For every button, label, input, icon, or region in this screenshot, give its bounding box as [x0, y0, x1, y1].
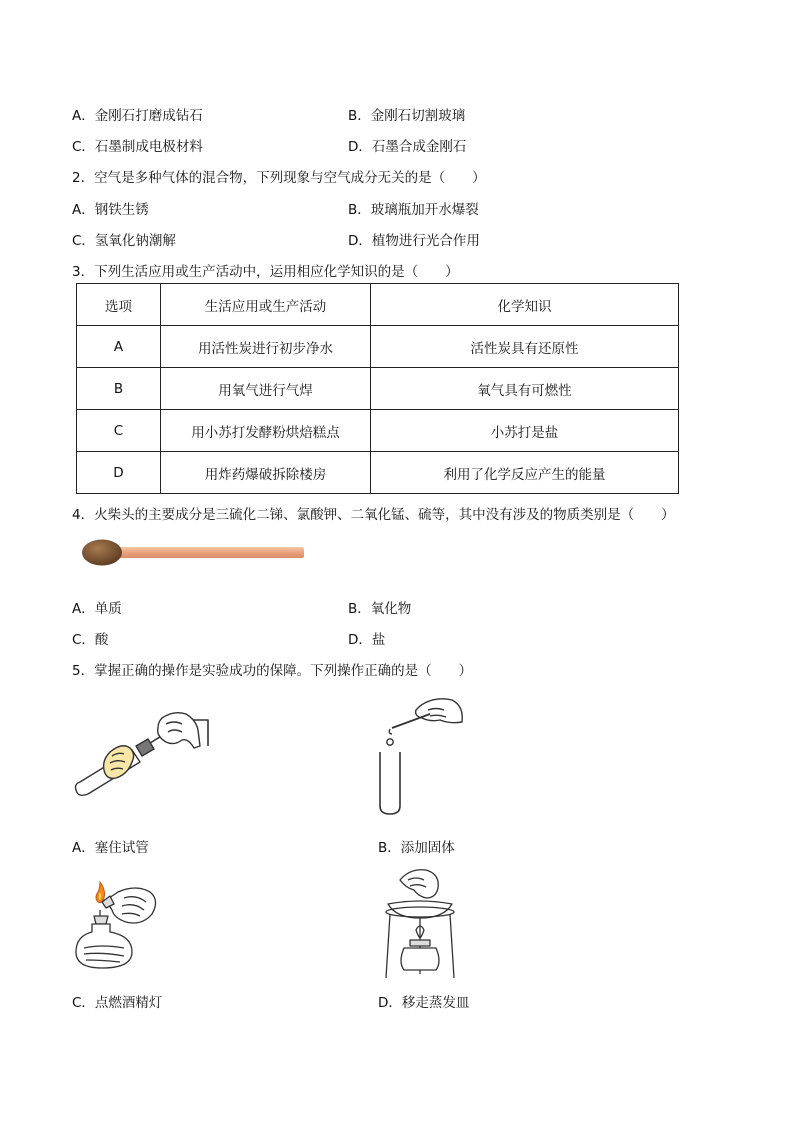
q1-option-b: B．金刚石切割玻璃 [348, 108, 466, 124]
matchstick-figure [76, 536, 308, 570]
q4-option-d: D．盐 [348, 632, 386, 648]
table-cell: B [77, 368, 161, 410]
q1-option-d: D．石墨合成金刚石 [348, 139, 467, 155]
table-cell: D [77, 452, 161, 494]
table-header-row [77, 284, 679, 326]
table-cell: 活性炭具有还原性 [371, 326, 679, 368]
q1-option-c: C．石墨制成电极材料 [72, 139, 203, 155]
table-header-cell: 生活应用或生产活动 [161, 284, 371, 326]
q3-table [76, 283, 679, 494]
table-row [77, 410, 679, 452]
q2-option-d: D．植物进行光合作用 [348, 233, 480, 249]
table-header-cell: 选项 [77, 284, 161, 326]
q5-option-b: B．添加固体 [378, 840, 455, 856]
table-cell: C [77, 410, 161, 452]
q5-stem: 5．掌握正确的操作是实验成功的保障。下列操作正确的是（ ） [72, 663, 473, 679]
q2-stem: 2．空气是多种气体的混合物，下列现象与空气成分无关的是（ ） [72, 170, 486, 186]
table-row [77, 326, 679, 368]
q5-option-c: C．点燃酒精灯 [72, 995, 163, 1011]
add-solid-figure [372, 694, 468, 816]
q4-option-c: C．酸 [72, 632, 109, 648]
table-cell: 用小苏打发酵粉烘焙糕点 [161, 410, 371, 452]
q1-option-a: A．金刚石打磨成钻石 [72, 108, 203, 124]
table-cell: 利用了化学反应产生的能量 [371, 452, 679, 494]
q4-option-b: B．氧化物 [348, 601, 412, 617]
remove-evaporating-dish-figure [380, 866, 460, 980]
table-cell: 用活性炭进行初步净水 [161, 326, 371, 368]
q3-stem: 3．下列生活应用或生产活动中，运用相应化学知识的是（ ） [72, 264, 459, 280]
table-cell: 用氧气进行气焊 [161, 368, 371, 410]
stopper-test-tube-figure [70, 706, 220, 802]
q2-option-a: A．钢铁生锈 [72, 202, 149, 218]
q5-option-a: A．塞住试管 [72, 840, 149, 856]
table-cell: A [77, 326, 161, 368]
q4-stem: 4．火柴头的主要成分是三硫化二锑、氯酸钾、二氧化锰、硫等，其中没有涉及的物质类别是（ ） [72, 507, 675, 523]
table-row [77, 368, 679, 410]
table-cell: 小苏打是盐 [371, 410, 679, 452]
table-cell: 氧气具有可燃性 [371, 368, 679, 410]
table-row [77, 452, 679, 494]
q2-option-c: C．氢氧化钠潮解 [72, 233, 176, 249]
q5-option-d: D．移走蒸发皿 [378, 995, 470, 1011]
table-cell: 用炸药爆破拆除楼房 [161, 452, 371, 494]
q4-option-a: A．单质 [72, 601, 122, 617]
table-header-cell: 化学知识 [371, 284, 679, 326]
light-alcohol-lamp-figure [72, 874, 164, 974]
q2-option-b: B．玻璃瓶加开水爆裂 [348, 202, 479, 218]
